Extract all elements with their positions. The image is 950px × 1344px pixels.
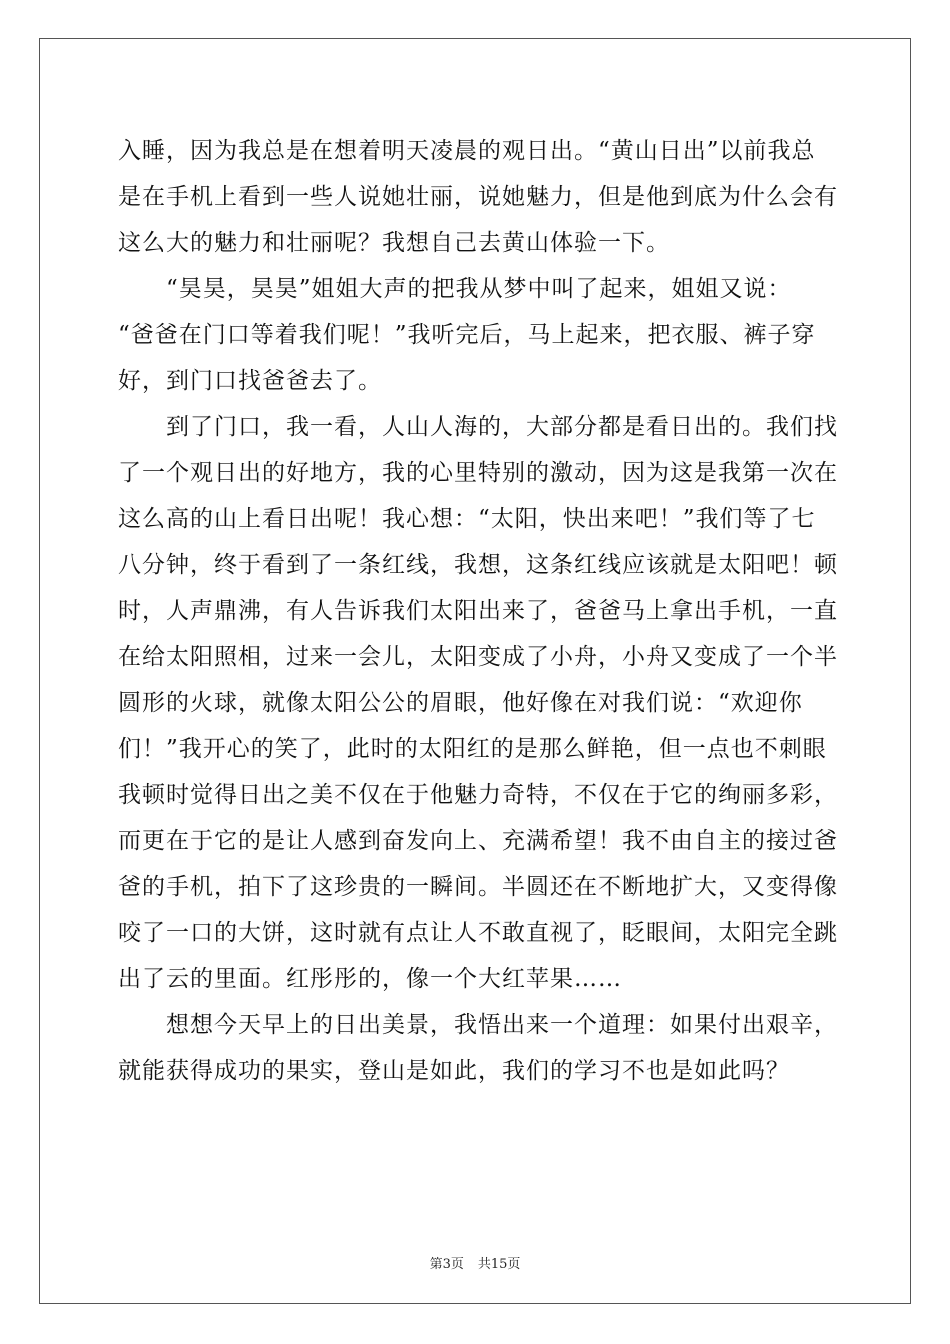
text-line: 出了云的里面。红彤彤的，像一个大红苹果…… <box>118 966 622 992</box>
page-number: 第3页 <box>429 1257 464 1272</box>
text-line: 而更在于它的是让人感到奋发向上、充满希望！我不由自主的接过爸 <box>118 828 838 854</box>
paragraph-start-line: “昊昊，昊昊”姐姐大声的把我从梦中叫了起来，姐姐又说： <box>166 276 792 302</box>
text-line: 好，到门口找爸爸去了。 <box>118 368 382 394</box>
text-line: 是在手机上看到一些人说她壮丽，说她魅力，但是他到底为什么会有 <box>118 184 838 210</box>
text-line: 了一个观日出的好地方，我的心里特别的激动，因为这是我第一次在 <box>118 460 838 486</box>
text-line: 爸的手机，拍下了这珍贵的一瞬间。半圆还在不断地扩大，又变得像 <box>118 874 838 900</box>
text-line: 圆形的火球，就像太阳公公的眉眼，他好像在对我们说：“欢迎你 <box>118 690 803 716</box>
paragraph-start-line: 到了门口，我一看，人山人海的，大部分都是看日出的。我们找 <box>166 414 838 440</box>
text-line: 八分钟，终于看到了一条红线，我想，这条红线应该就是太阳吧！顿 <box>118 552 838 578</box>
text-line: 这么大的魅力和壮丽呢？我想自己去黄山体验一下。 <box>118 230 670 256</box>
page-total: 共15页 <box>477 1257 521 1272</box>
body-text <box>118 128 838 1094</box>
page-footer <box>0 1253 950 1272</box>
text-line: 这么高的山上看日出呢！我心想：“太阳，快出来吧！”我们等了七 <box>118 506 816 532</box>
text-line: 时，人声鼎沸，有人告诉我们太阳出来了，爸爸马上拿出手机，一直 <box>118 598 838 624</box>
text-line: 我顿时觉得日出之美不仅在于他魅力奇特，不仅在于它的绚丽多彩， <box>118 782 838 808</box>
text-line: 在给太阳照相，过来一会儿，太阳变成了小舟，小舟又变成了一个半 <box>118 644 838 670</box>
text-line: 咬了一口的大饼，这时就有点让人不敢直视了，眨眼间，太阳完全跳 <box>118 920 838 946</box>
text-line: 就能获得成功的果实，登山是如此，我们的学习不也是如此吗？ <box>118 1058 790 1084</box>
text-line: 入睡，因为我总是在想着明天凌晨的观日出。“黄山日出”以前我总 <box>118 138 816 164</box>
paragraph-start-line: 想想今天早上的日出美景，我悟出来一个道理：如果付出艰辛， <box>166 1012 838 1038</box>
text-line: 们！”我开心的笑了，此时的太阳红的是那么鲜艳，但一点也不刺眼 <box>118 736 827 762</box>
text-line: “爸爸在门口等着我们呢！”我听完后，马上起来，把衣服、裤子穿 <box>118 322 816 348</box>
